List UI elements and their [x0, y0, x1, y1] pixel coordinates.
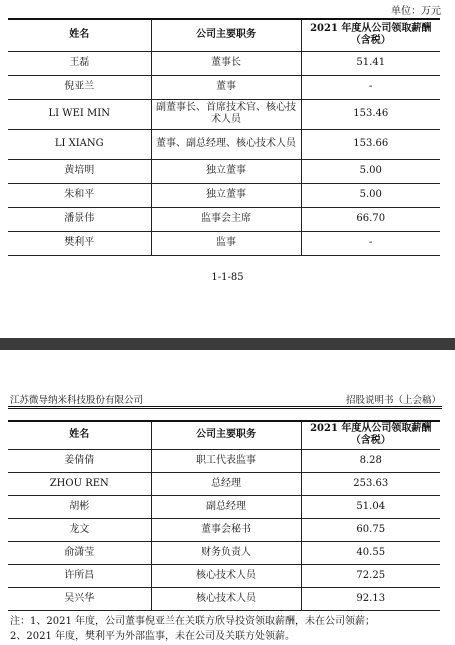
document-type-header: 招股说明书（上会稿）	[345, 395, 441, 406]
compensation-table-2	[8, 420, 440, 611]
header-name: 姓名	[8, 421, 151, 449]
table-row	[8, 129, 440, 159]
cell-name: 龙文	[8, 518, 151, 541]
cell-name: LI XIANG	[8, 129, 151, 159]
cell-name: 许所昌	[8, 564, 151, 587]
cell-compensation: -	[301, 75, 440, 99]
table-row	[8, 518, 440, 541]
header-rule	[8, 406, 442, 407]
note-line-2: 2、2021 年度，樊利平为外部监事，未在公司及关联方处领薪。	[10, 631, 295, 642]
cell-compensation: 72.25	[301, 564, 440, 587]
cell-name: 俞潇莹	[8, 541, 151, 564]
cell-compensation: -	[301, 231, 440, 255]
table-row	[8, 587, 440, 610]
header-position: 公司主要职务	[151, 421, 301, 449]
cell-compensation: 51.41	[301, 51, 440, 75]
table-notes	[10, 614, 450, 644]
page-number: 1-1-85	[211, 272, 244, 283]
cell-name: LI WEI MIN	[8, 99, 151, 129]
table-row	[8, 159, 440, 183]
cell-name: 吴兴华	[8, 587, 151, 610]
table-row	[8, 183, 440, 207]
cell-position: 监事	[151, 231, 301, 255]
cell-name: 朱和平	[8, 183, 151, 207]
header-compensation: 2021 年度从公司领取薪酬（含税）	[301, 19, 440, 51]
cell-position: 董事长	[151, 51, 301, 75]
cell-position: 财务负责人	[151, 541, 301, 564]
table-row	[8, 472, 440, 495]
cell-compensation: 66.70	[301, 207, 440, 231]
cell-position: 董事、副总经理、核心技术人员	[151, 129, 301, 159]
compensation-table-1	[8, 18, 440, 256]
cell-position: 监事会主席	[151, 207, 301, 231]
cell-position: 核心技术人员	[151, 564, 301, 587]
cell-compensation: 40.55	[301, 541, 440, 564]
header-position: 公司主要职务	[151, 19, 301, 51]
cell-compensation: 253.63	[301, 472, 440, 495]
table-row	[8, 564, 440, 587]
cell-name: ZHOU REN	[8, 472, 151, 495]
cell-position: 总经理	[151, 472, 301, 495]
header-rule-2	[8, 408, 442, 409]
cell-compensation: 60.75	[301, 518, 440, 541]
cell-name: 王磊	[8, 51, 151, 75]
table-header-row	[8, 421, 440, 449]
table-header-row	[8, 19, 440, 51]
cell-compensation: 92.13	[301, 587, 440, 610]
page-separator	[0, 338, 455, 350]
cell-position: 董事会秘书	[151, 518, 301, 541]
cell-position: 独立董事	[151, 159, 301, 183]
cell-compensation: 8.28	[301, 449, 440, 472]
cell-position: 职工代表监事	[151, 449, 301, 472]
cell-compensation: 51.04	[301, 495, 440, 518]
company-header: 江苏微导纳米科技股份有限公司	[10, 395, 144, 406]
note-line-1: 注：1、2021 年度，公司董事倪亚兰在关联方欣导投资领取薪酬，未在公司领薪；	[10, 616, 375, 627]
document-page-2	[0, 350, 455, 645]
table-row	[8, 449, 440, 472]
cell-name: 胡彬	[8, 495, 151, 518]
cell-name: 黄培明	[8, 159, 151, 183]
cell-name: 倪亚兰	[8, 75, 151, 99]
table-row	[8, 495, 440, 518]
table-row	[8, 207, 440, 231]
cell-name: 潘景伟	[8, 207, 151, 231]
table-row	[8, 541, 440, 564]
cell-name: 樊利平	[8, 231, 151, 255]
table-row	[8, 51, 440, 75]
cell-compensation: 5.00	[301, 159, 440, 183]
cell-compensation: 5.00	[301, 183, 440, 207]
header-compensation: 2021 年度从公司领取薪酬（含税）	[301, 421, 440, 449]
cell-position: 独立董事	[151, 183, 301, 207]
table-row	[8, 75, 440, 99]
cell-name: 姜倩倩	[8, 449, 151, 472]
cell-position: 副总经理	[151, 495, 301, 518]
unit-label: 单位：万元	[391, 6, 441, 17]
cell-position: 核心技术人员	[151, 587, 301, 610]
table-row	[8, 231, 440, 255]
cell-position: 董事	[151, 75, 301, 99]
cell-compensation: 153.46	[301, 99, 440, 129]
header-name: 姓名	[8, 19, 151, 51]
table-row	[8, 99, 440, 129]
cell-position: 副董事长、首席技术官、核心技术人员	[151, 99, 301, 129]
cell-compensation: 153.66	[301, 129, 440, 159]
